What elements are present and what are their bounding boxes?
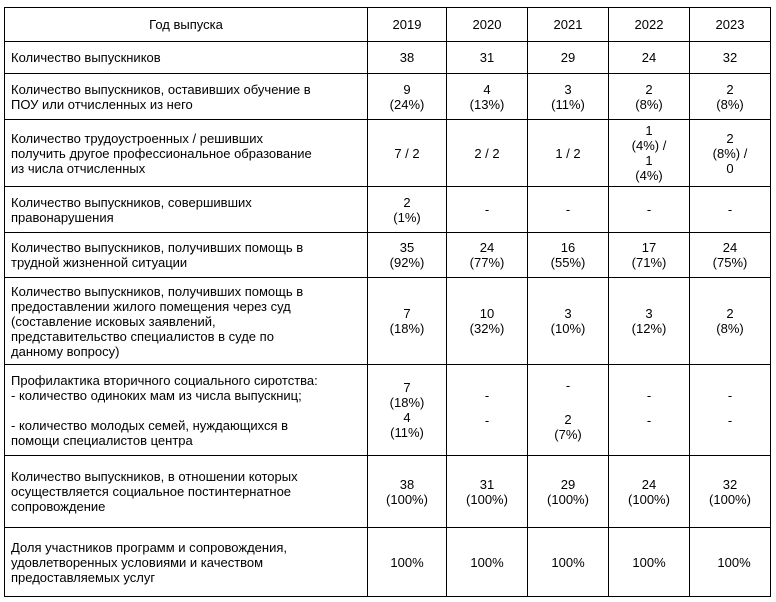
value-cell-2023 (690, 456, 771, 528)
value-cell-2019 (368, 528, 447, 597)
young-families-value (374, 410, 440, 440)
line-spacer (11, 403, 361, 418)
cell-line: - (727, 413, 733, 428)
cell-line: Доля участников программ и сопровождения, (11, 539, 287, 555)
cell-line: - (646, 202, 652, 217)
cell-line: сопровождение (11, 499, 106, 514)
value-cell-2023 (690, 278, 771, 365)
value-cell-2021 (528, 74, 609, 120)
cell-line: - количество одиноких мам из числа выпускниц; (11, 387, 302, 403)
header-year-2021: 2021 (528, 8, 609, 42)
cell-line: (92%) (389, 255, 425, 270)
value-cell-2022 (609, 456, 690, 528)
cell-line: 38 (399, 476, 415, 492)
cell-line: ПОУ или отчисленных из него (11, 96, 193, 112)
row-label (5, 187, 368, 233)
value-cell-2019 (368, 278, 447, 365)
cell-line: (75%) (712, 255, 748, 270)
value-cell-2023 (690, 528, 771, 597)
row-housing-court-help (5, 278, 771, 365)
cell-line: 100% (390, 554, 424, 570)
cell-line: Количество выпускников, получивших помощь в (11, 283, 304, 299)
young-families-value (615, 410, 683, 440)
value-cell-2021 (528, 278, 609, 365)
row-label (5, 456, 368, 528)
row-label (5, 120, 368, 187)
young-families-value (534, 408, 602, 442)
value-cell-2021 (528, 42, 609, 74)
cell-line: (8%) (635, 96, 663, 112)
cell-line: 7 (403, 306, 411, 321)
young-families-value (696, 410, 764, 440)
value-cell-2021 (528, 365, 609, 456)
cell-line: (71%) (631, 255, 667, 270)
row-label (5, 74, 368, 120)
graduates-statistics-table (4, 7, 771, 597)
cell-line: 100% (717, 554, 751, 570)
value-cell-2020 (447, 456, 528, 528)
cell-line: данному вопросу) (11, 343, 120, 359)
cell-line: (32%) (469, 321, 505, 336)
cell-line: 2 (726, 130, 734, 146)
cell-line: 24 (641, 476, 657, 492)
cell-line: 100% (551, 554, 585, 570)
cell-line: 4 (403, 410, 411, 425)
value-cell-2022 (609, 187, 690, 233)
header-year-2019: 2019 (368, 8, 447, 42)
cell-line: - (727, 388, 733, 403)
cell-line: 32 (722, 476, 738, 492)
header-year-2022: 2022 (609, 8, 690, 42)
value-cell-2023 (690, 187, 771, 233)
cell-line: (100%) (547, 491, 589, 507)
cell-line: 2 (726, 81, 734, 97)
header-year-2023: 2023 (690, 8, 771, 42)
single-moms-value (453, 380, 521, 410)
cell-line: из числа отчисленных (11, 160, 146, 176)
value-cell-2020 (447, 365, 528, 456)
cell-line: помощи специалистов центра (11, 432, 193, 448)
cell-line: Количество выпускников, в отношении которых (11, 469, 298, 484)
cell-line: 10 (479, 306, 495, 321)
value-cell-2020 (447, 528, 528, 597)
cell-line: Количество выпускников (11, 50, 161, 65)
value-cell-2021 (528, 528, 609, 597)
cell-line: (8%) (716, 96, 744, 112)
value-cell-2020 (447, 74, 528, 120)
row-label (5, 278, 368, 365)
value-cell-2021 (528, 120, 609, 187)
header-row (5, 8, 771, 42)
header-year-2020: 2020 (447, 8, 528, 42)
cell-line: - количество молодых семей, нуждающихся в (11, 417, 289, 433)
cell-line: Количество трудоустроенных / решивших (11, 130, 263, 146)
single-moms-value (615, 380, 683, 410)
value-cell-2023 (690, 120, 771, 187)
row-offenses (5, 187, 771, 233)
cell-line: 38 (399, 50, 415, 65)
cell-line: 3 (645, 306, 653, 321)
value-cell-2020 (447, 120, 528, 187)
value-cell-2019 (368, 42, 447, 74)
cell-line: (12%) (631, 321, 667, 336)
cell-line: предоставлении жилого помещения через суд (11, 298, 291, 314)
cell-line: 100% (470, 554, 504, 570)
cell-line: (4%) (635, 168, 663, 183)
row-label (5, 528, 368, 597)
cell-line: - (565, 378, 571, 393)
cell-line: (100%) (466, 491, 508, 507)
cell-line: - (565, 202, 571, 217)
cell-line: (24%) (389, 96, 425, 112)
value-cell-2021 (528, 456, 609, 528)
row-label (5, 42, 368, 74)
cell-line: 32 (722, 50, 738, 65)
value-cell-2022 (609, 42, 690, 74)
cell-line: 9 (403, 81, 411, 97)
cell-line: 2 (564, 412, 572, 427)
cell-line: (100%) (386, 491, 428, 507)
header-year-label: Год выпуска (5, 8, 368, 42)
value-cell-2022 (609, 278, 690, 365)
cell-line: получить другое профессиональное образование (11, 145, 312, 161)
cell-line: - (484, 202, 490, 217)
cell-line: 100% (632, 554, 666, 570)
cell-line: 16 (560, 240, 576, 255)
cell-line: (100%) (709, 491, 751, 507)
value-cell-2023 (690, 74, 771, 120)
cell-line: (10%) (550, 321, 586, 336)
value-cell-2019 (368, 187, 447, 233)
value-cell-2020 (447, 278, 528, 365)
single-moms-value (374, 380, 440, 410)
cell-line: 24 (479, 240, 495, 255)
cell-line: 0 (726, 160, 734, 176)
value-cell-2019 (368, 365, 447, 456)
cell-line: (100%) (628, 491, 670, 507)
cell-line: 1 / 2 (555, 145, 581, 161)
value-cell-2019 (368, 456, 447, 528)
cell-line: (11%) (551, 96, 585, 112)
cell-line: осуществляется социальное постинтернатное (11, 484, 292, 499)
value-cell-2023 (690, 42, 771, 74)
cell-line: 7 / 2 (394, 145, 420, 161)
cell-line: 3 (564, 306, 572, 321)
row-hardship-help (5, 233, 771, 278)
value-cell-2023 (690, 365, 771, 456)
cell-line: 24 (641, 50, 657, 65)
row-label (5, 233, 368, 278)
cell-line: - (484, 413, 490, 428)
row-secondary-orphanhood-prevention (5, 365, 771, 456)
cell-line: (7%) (554, 427, 582, 442)
cell-line: 1 (645, 123, 653, 138)
cell-line: (77%) (469, 255, 505, 270)
value-cell-2022 (609, 365, 690, 456)
row-graduates-count (5, 42, 771, 74)
cell-line: (18%) (389, 395, 425, 410)
row-satisfaction-share (5, 528, 771, 597)
cell-line: 2 (403, 194, 411, 210)
cell-line: - (646, 388, 652, 403)
cell-line: 4 (483, 81, 491, 97)
cell-line: 2 (726, 306, 734, 321)
value-cell-2022 (609, 528, 690, 597)
cell-line: 17 (641, 240, 657, 255)
cell-line: 2 (645, 81, 653, 97)
cell-line: 24 (722, 240, 738, 255)
cell-line: трудной жизненной ситуации (11, 255, 188, 270)
cell-line: (18%) (389, 321, 425, 336)
row-dropped-out (5, 74, 771, 120)
row-employed-or-retrained (5, 120, 771, 187)
cell-line: (4%) / (631, 138, 667, 153)
cell-line: представительство специалистов в суде по (11, 328, 274, 344)
cell-line: 7 (403, 380, 411, 395)
cell-line: Количество выпускников, получивших помощь в (11, 240, 304, 255)
cell-line: 3 (564, 81, 572, 97)
cell-line: 31 (479, 476, 495, 492)
row-post-boarding-support (5, 456, 771, 528)
young-families-value (453, 410, 521, 440)
value-cell-2020 (447, 233, 528, 278)
value-cell-2021 (528, 187, 609, 233)
cell-line: (8%) / (712, 145, 748, 161)
value-cell-2019 (368, 120, 447, 187)
row-label (5, 365, 368, 456)
value-cell-2020 (447, 187, 528, 233)
value-cell-2019 (368, 74, 447, 120)
cell-line: 2 / 2 (474, 145, 500, 161)
cell-line: удовлетворенных условиями и качеством (11, 554, 264, 570)
cell-line: Количество выпускников, совершивших (11, 194, 252, 210)
cell-line: - (646, 413, 652, 428)
value-cell-2019 (368, 233, 447, 278)
cell-line: 31 (479, 50, 495, 65)
cell-line: правонарушения (11, 209, 114, 225)
cell-line: (11%) (390, 425, 424, 440)
value-cell-2022 (609, 74, 690, 120)
cell-line: 35 (399, 240, 415, 255)
cell-line: - (727, 202, 733, 217)
cell-line: - (484, 388, 490, 403)
cell-line: (1%) (393, 209, 421, 225)
cell-line: (8%) (716, 321, 744, 336)
cell-line: (составление исковых заявлений, (11, 313, 216, 329)
cell-line: Профилактика вторичного социального сиротства: (11, 372, 318, 388)
value-cell-2022 (609, 120, 690, 187)
single-moms-value (696, 380, 764, 410)
value-cell-2023 (690, 233, 771, 278)
cell-line: (55%) (550, 255, 586, 270)
value-cell-2022 (609, 233, 690, 278)
cell-line: (13%) (469, 96, 505, 112)
cell-line: 29 (560, 50, 576, 65)
single-moms-value (534, 378, 602, 408)
value-cell-2020 (447, 42, 528, 74)
value-cell-2021 (528, 233, 609, 278)
cell-line: Количество выпускников, оставивших обучение в (11, 81, 311, 97)
cell-line: 29 (560, 476, 576, 492)
cell-line: 1 (645, 153, 653, 168)
cell-line: предоставляемых услуг (11, 569, 156, 585)
